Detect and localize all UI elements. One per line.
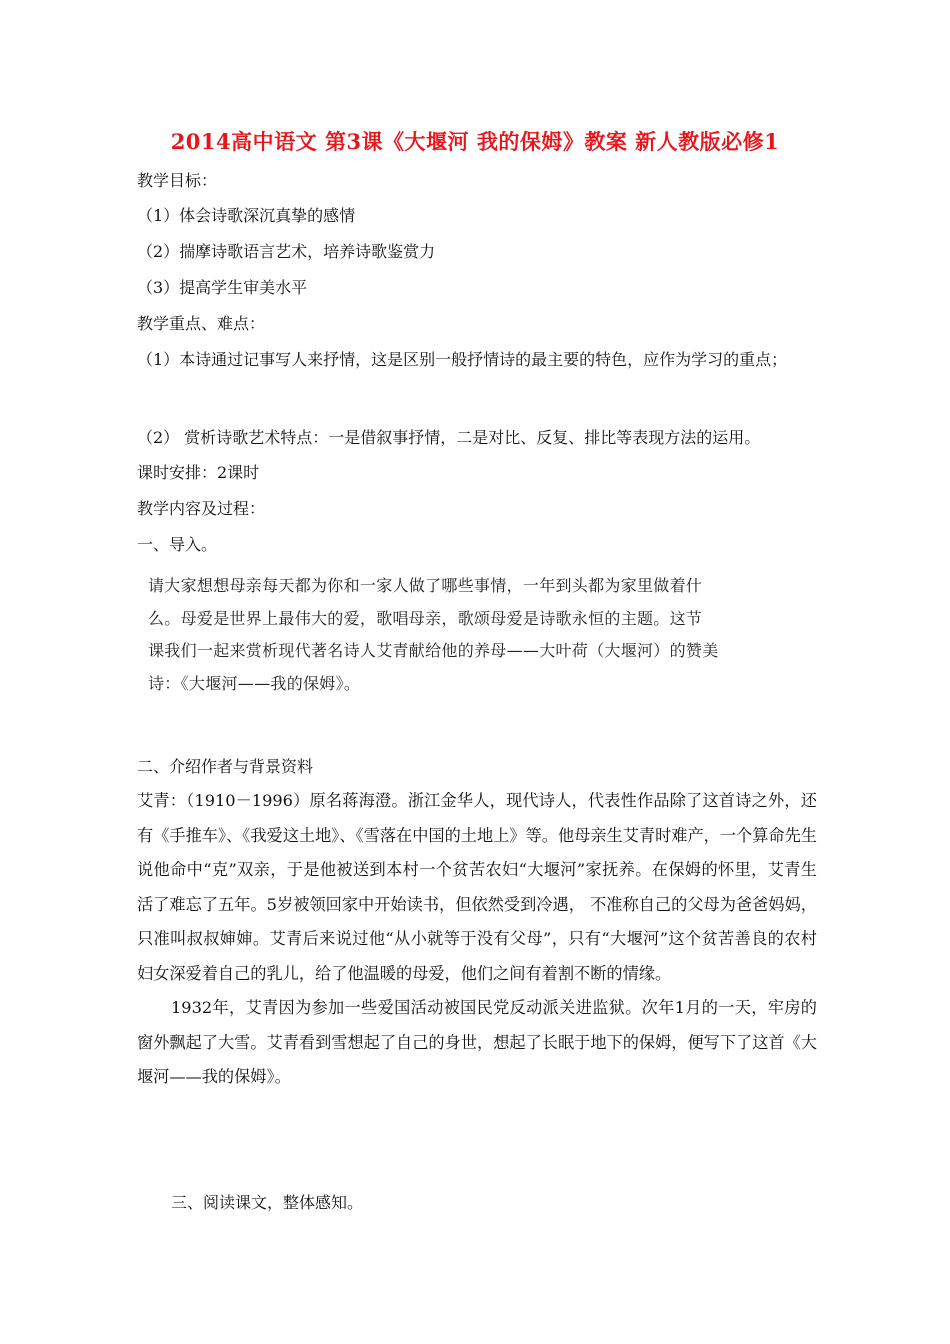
objective-item: （2）揣摩诗歌语言艺术，培养诗歌鉴赏力 bbox=[137, 242, 436, 261]
background-paragraph: 1932年，艾青因为参加一些爱国活动被国民党反动派关进监狱。次年1月的一天，牢房的窗外飘起了大雪。艾青看到雪想起了自己的身世，想起了长眠于地下的保姆，便写下了这首《大堰河——我的保姆》。 bbox=[137, 998, 817, 1086]
intro-line: 课我们一起来赏析现代著名诗人艾青献给他的养母——大叶荷（大堰河）的赞美 bbox=[148, 641, 719, 660]
section-heading: 一、导入。 bbox=[137, 535, 218, 554]
schedule-line: 课时安排：2课时 bbox=[137, 463, 260, 482]
key-point-item: （2） 赏析诗歌艺术特点：一是借叙事抒情，二是对比、反复、排比等表现方法的运用。 bbox=[137, 428, 761, 447]
intro-text-block bbox=[148, 570, 758, 700]
author-paragraph: 艾青：（1910－1996）原名蒋海澄。浙江金华人，现代诗人，代表性作品除了这首诗之外，还有《手推车》、《我爱这土地》、《雪落在中国的土地上》等。他母亲生艾青时难产，一个算命先生说他命中“克”双亲，于是他被送到本村一个贫苦农妇“大堰河”家抚养。在保姆的怀里，艾青生活了难忘了五年。5岁被领回家中开始读书，但依然受到冷遇， 不准称自己的父母为爸爸妈妈，只准叫叔叔婶婶。艾青后来说过他“从小就等于没有父母”，只有“大堰河”这个贫苦善良的农村妇女深爱着自己的乳儿，给了他温暖的母爱，他们之间有着割不断的情缘。 bbox=[137, 791, 817, 983]
intro-line: 请大家想想母亲每天都为你和一家人做了哪些事情，一年到头都为家里做着什 bbox=[148, 576, 703, 595]
process-heading: 教学内容及过程： bbox=[137, 499, 266, 518]
objectives-heading: 教学目标： bbox=[137, 171, 218, 190]
objective-item: （1）体会诗歌深沉真挚的感情 bbox=[137, 206, 356, 225]
key-point-item: （1）本诗通过记事写人来抒情，这是区别一般抒情诗的最主要的特色，应作为学习的重点； bbox=[137, 350, 788, 369]
author-background bbox=[137, 784, 817, 1095]
objective-item: （3）提高学生审美水平 bbox=[137, 278, 308, 297]
section-heading: 二、介绍作者与背景资料 bbox=[137, 757, 314, 776]
document-title: 2014高中语文 第3课《大堰河 我的保姆》教案 新人教版必修1 bbox=[170, 129, 780, 154]
key-points-heading: 教学重点、难点： bbox=[137, 314, 266, 333]
section-heading: 三、阅读课文，整体感知。 bbox=[171, 1193, 364, 1212]
intro-line: 么。母爱是世界上最伟大的爱，歌唱母亲，歌颂母爱是诗歌永恒的主题。这节 bbox=[148, 608, 703, 628]
intro-line: 诗：《大堰河——我的保姆》。 bbox=[148, 673, 361, 693]
